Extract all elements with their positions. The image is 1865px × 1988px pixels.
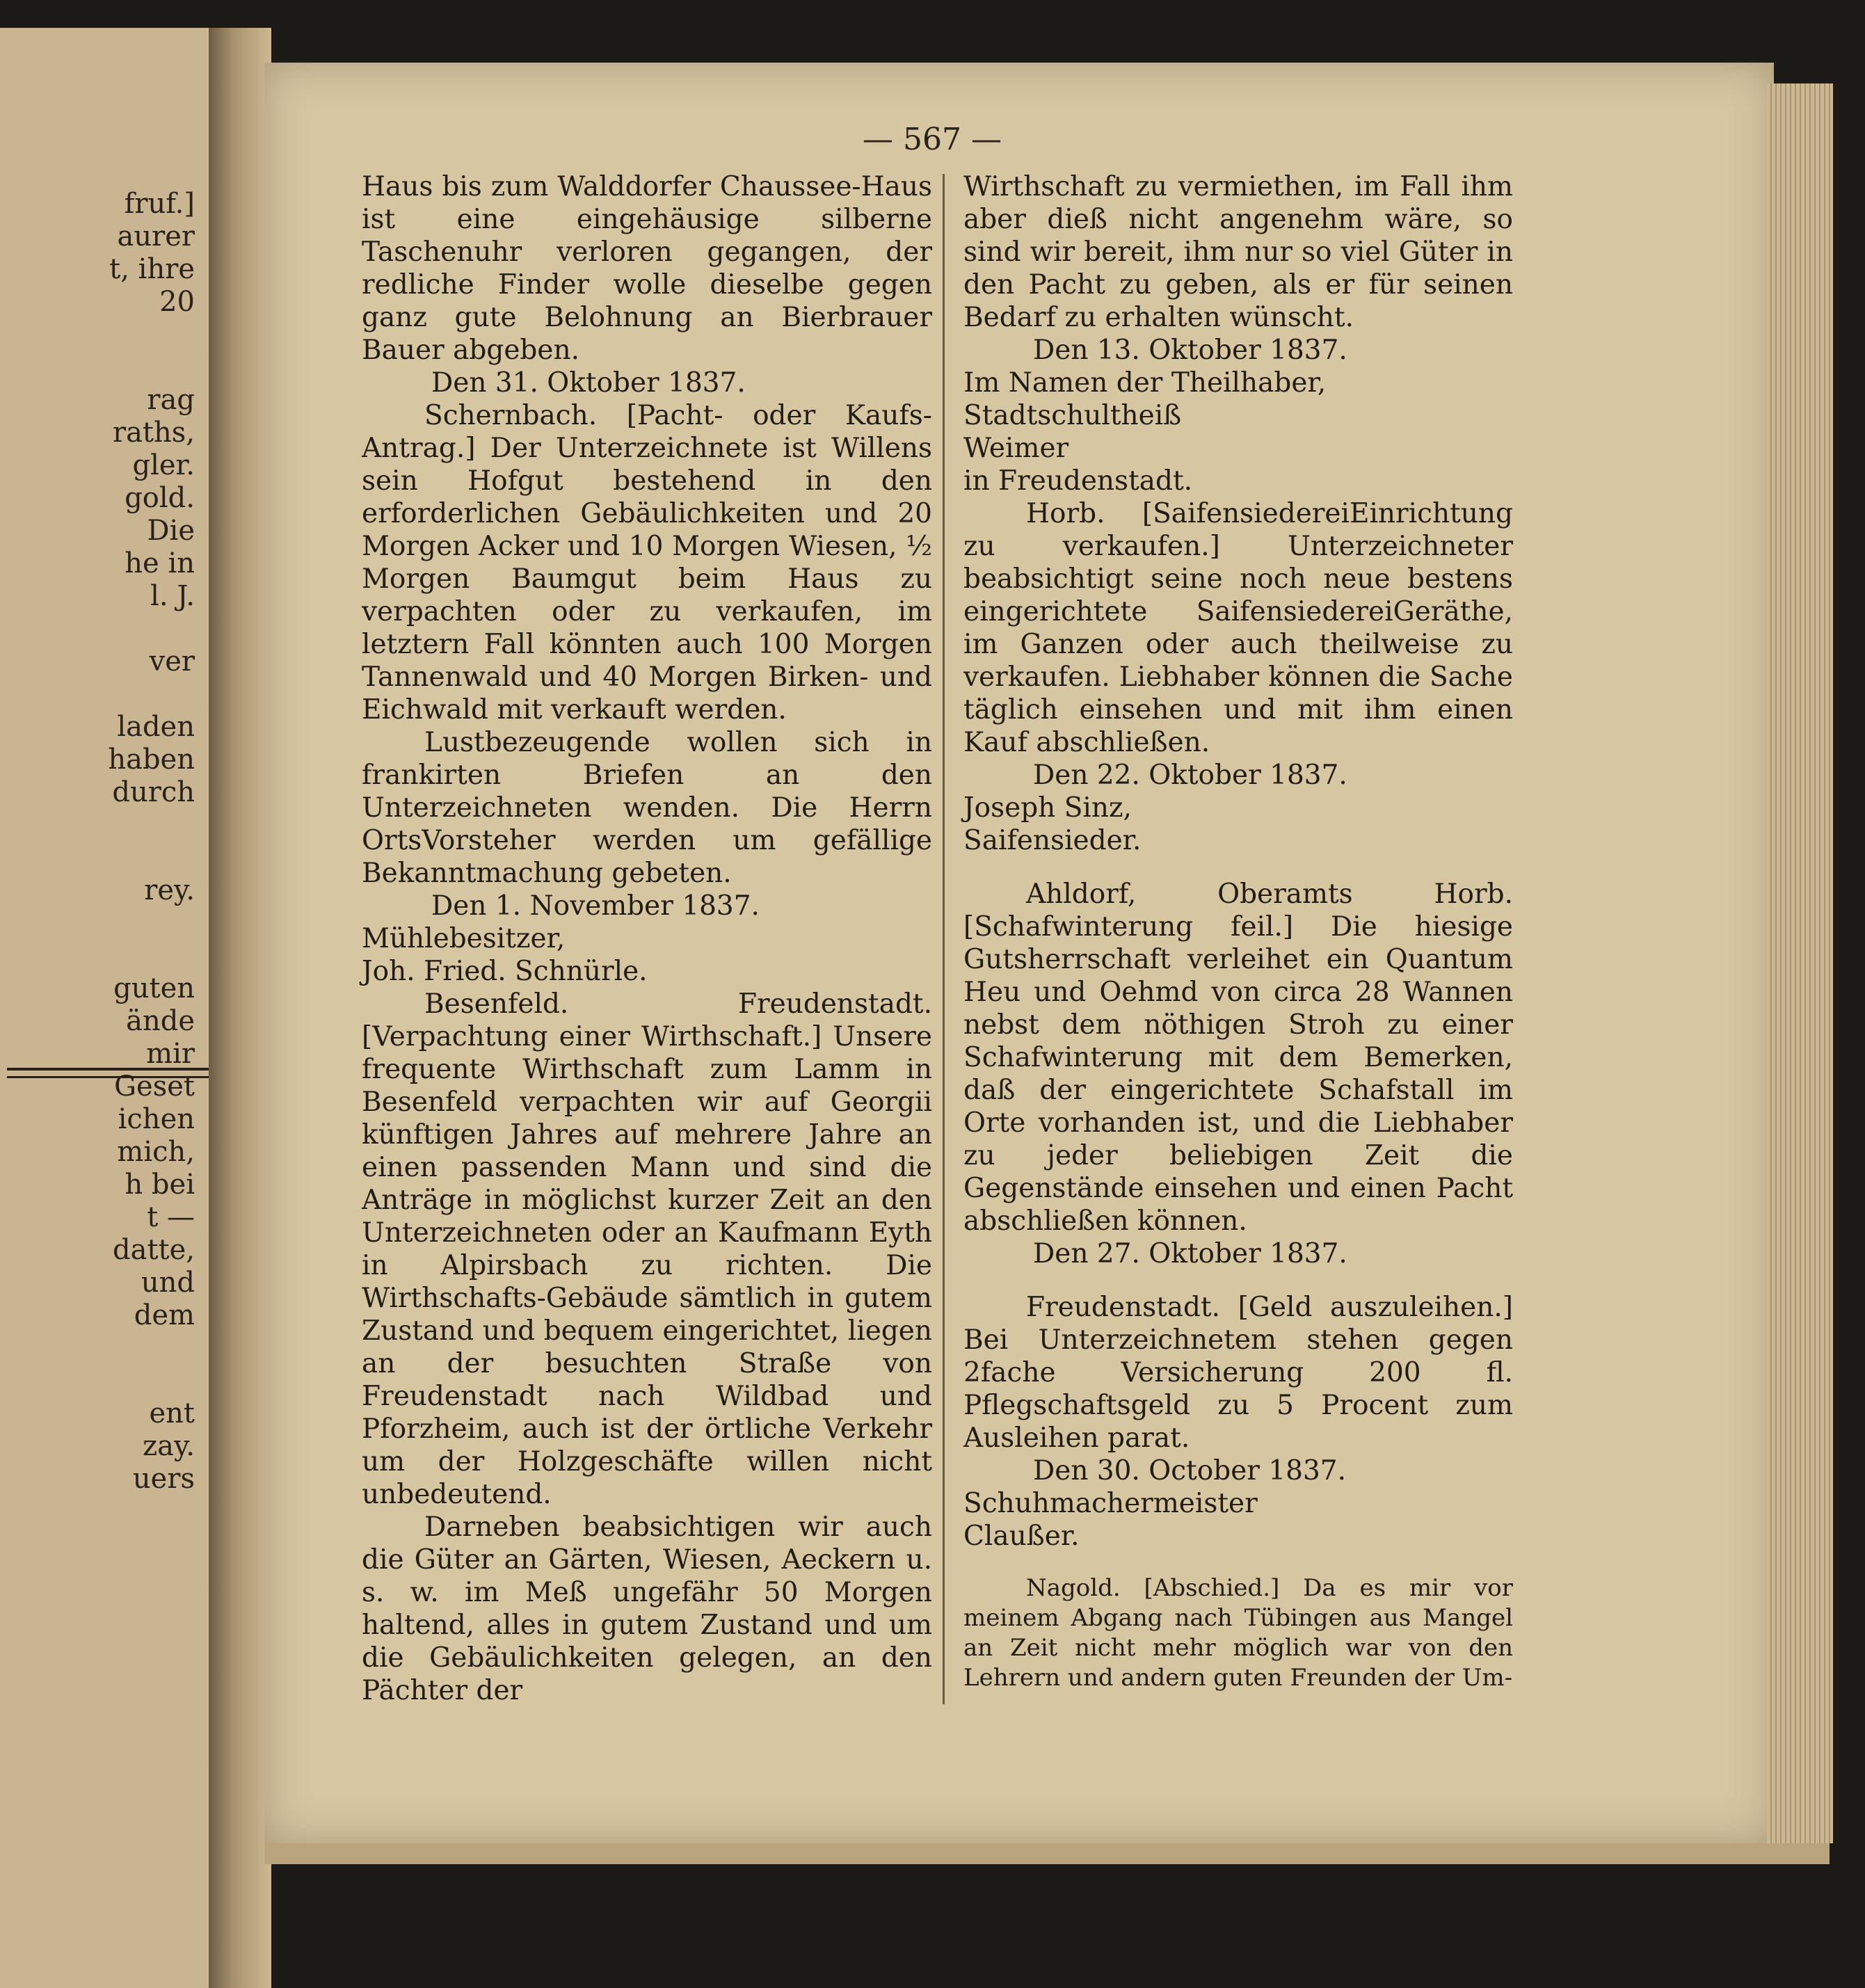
left-page-fragment: rey. bbox=[144, 874, 195, 906]
left-page-fragment: Geset bbox=[114, 1071, 195, 1103]
notice-signature-title: Mühlebesitzer, bbox=[362, 923, 566, 954]
left-page-fragment: he in bbox=[125, 547, 195, 579]
left-page-fragment bbox=[7, 1365, 195, 1397]
left-page-fragment: datte, bbox=[113, 1234, 195, 1266]
notice-date: Den 30. October 1837. bbox=[1033, 1455, 1346, 1486]
left-page-fragment: ichen bbox=[118, 1103, 195, 1135]
left-page-fragment: guten bbox=[113, 972, 195, 1004]
left-page-fragment: uers bbox=[132, 1463, 195, 1495]
notice-schernbach-continued: Lustbezeugende wollen sich in frankirten Briefen an den Unterzeichneten wenden. Die Herrn OrtsVorsteher werden um gefällige Bekanntmachung gebeten. bbox=[362, 727, 932, 889]
notice-horb: Horb. [SaifensiedereiEinrichtung zu verkaufen.] Unterzeichneter beabsichtigt seine noch neue bestens eingerichtete SaifensiedereiGeräthe, im Ganzen oder auch theilweise zu verkaufen. Liebhaber können die Sache täglich einsehen und mit ihm einen Kauf abschließen. bbox=[963, 498, 1513, 758]
notice-besenfeld-continued: Darneben beabsichtigen wir auch die Güter an Gärten, Wiesen, Aeckern u. s. w. im Meß ungefähr 50 Morgen haltend, alles in gutem Zustand und um die Gebäulichkeiten gelegen, an den Pächter der bbox=[362, 1512, 932, 1706]
left-page-fragment: raths, bbox=[112, 417, 195, 449]
notice-signature-line: in Freudenstadt. bbox=[963, 465, 1193, 497]
notice-signature-title: Saifensieder. bbox=[963, 825, 1142, 856]
notice-date: Den 31. Oktober 1837. bbox=[431, 367, 746, 399]
left-page-fragment: durch bbox=[112, 776, 195, 808]
left-page-fragment: und bbox=[141, 1267, 195, 1299]
left-page-fragment bbox=[7, 940, 195, 972]
right-column bbox=[963, 170, 1513, 1693]
bottom-page-edge bbox=[264, 1843, 1830, 1864]
left-page-fragment bbox=[7, 1332, 195, 1365]
left-page-fragment bbox=[7, 809, 195, 842]
notice-signature-name: Joseph Sinz, bbox=[963, 792, 1132, 824]
left-page-fragment: gler. bbox=[132, 449, 195, 481]
left-page-fragment: ände bbox=[126, 1005, 195, 1037]
left-page-rule bbox=[7, 1068, 209, 1078]
left-page-fragment: aurer bbox=[117, 221, 195, 252]
left-page-fragment: ent bbox=[149, 1397, 195, 1429]
book-gutter bbox=[209, 28, 271, 1988]
left-page-fragment: Die bbox=[147, 515, 195, 547]
notice-date: Den 22. Oktober 1837. bbox=[1033, 760, 1347, 791]
left-page-fragment bbox=[7, 678, 195, 711]
notice-signature-name: Joh. Fried. Schnürle. bbox=[362, 956, 648, 987]
left-page-fragment: dem bbox=[134, 1299, 195, 1331]
notice-signature-name: Weimer bbox=[963, 433, 1069, 464]
page-number: — 567 — bbox=[863, 122, 1002, 157]
left-page-fragment: h bei bbox=[125, 1169, 195, 1201]
left-page-fragment bbox=[7, 907, 195, 940]
notice-signature-line: Stadtschultheiß bbox=[963, 400, 1182, 431]
left-page-fragment: 20 bbox=[159, 286, 195, 318]
notice-freudenstadt: Freudenstadt. [Geld auszuleihen.] Bei Unterzeichnetem stehen gegen 2fache Versicherung 200 fl. Pflegschaftsgeld zu 5 Procent zum Ausleihen parat. bbox=[963, 1292, 1513, 1454]
left-page-fragment: laden bbox=[117, 711, 195, 743]
left-page-fragment: t — bbox=[147, 1201, 195, 1233]
left-page-fragment: zay. bbox=[143, 1430, 195, 1462]
left-page-fragment bbox=[7, 613, 195, 646]
notice-signature-name: Claußer. bbox=[963, 1521, 1080, 1552]
notice-signature-line: Im Namen der Theilhaber, bbox=[963, 367, 1327, 399]
left-page bbox=[0, 28, 213, 1988]
column-divider bbox=[943, 174, 945, 1704]
notice-besenfeld: Besenfeld. Freudenstadt. [Verpachtung einer Wirthschaft.] Unsere frequente Wirthschaft zum Lamm in Besenfeld verpachten wir auf Georgii künftigen Jahres auf mehrere Jahre an einen passenden Mann und sind die Anträge in möglichst kurzer Zeit an den Unterzeichneten oder an Kaufmann Eyth in Alpirsbach zu richten. Die Wirthschafts-Gebäude sämtlich in gutem Zustand und bequem eingerichtet, liegen an der besuchten Straße von Freudenstadt nach Wildbad und Pforzheim, auch ist der örtliche Verkehr um der Holzgeschäfte willen nicht unbedeutend. bbox=[362, 988, 932, 1510]
notice-date: Den 1. November 1837. bbox=[431, 890, 760, 922]
left-page-fragment: mich, bbox=[117, 1136, 195, 1168]
left-page-fragment: gold. bbox=[125, 482, 195, 514]
left-page-fragment: l. J. bbox=[150, 580, 195, 612]
left-page-fragment: haben bbox=[108, 744, 195, 776]
notice-date: Den 27. Oktober 1837. bbox=[1033, 1238, 1347, 1269]
left-column bbox=[362, 170, 932, 1707]
notice-signature-title: Schuhmachermeister bbox=[963, 1488, 1258, 1519]
left-page-fragment bbox=[7, 319, 195, 351]
notice-nagold: Nagold. [Abschied.] Da es mir vor meinem Abgang nach Tübingen aus Mangel an Zeit nicht mehr möglich war von den Lehrern und andern guten Freunden der Um- bbox=[963, 1574, 1513, 1692]
left-page-fragment: rag bbox=[147, 384, 195, 416]
notice-besenfeld-end: Wirthschaft zu vermiethen, im Fall ihm aber dieß nicht angenehm wäre, so sind wir bereit, ihm nur so viel Güter in den Pacht zu geben, als er für seinen Bedarf zu erhalten wünscht. bbox=[963, 171, 1513, 333]
left-page-fragment: mir bbox=[146, 1038, 195, 1070]
left-page-text-fragments bbox=[7, 188, 195, 1496]
left-page-fragment: fruf.] bbox=[124, 188, 195, 220]
left-page-fragment bbox=[7, 842, 195, 874]
left-page-fragment bbox=[7, 351, 195, 384]
left-page-fragment: ver bbox=[149, 646, 195, 678]
page-edges bbox=[1767, 83, 1833, 1843]
notice-lost-watch: Haus bis zum Walddorfer Chaussee-Haus ist eine eingehäusige silberne Taschenuhr verloren gegangen, der redliche Finder wolle dieselbe gegen ganz gute Belohnung an Bierbrauer Bauer abgeben. bbox=[362, 171, 932, 366]
notice-ahldorf: Ahldorf, Oberamts Horb. [Schafwinterung feil.] Die hiesige Gutsherrschaft verleihet ein Quantum Heu und Oehmd von circa 28 Wannen nebst dem nöthigen Stroh zu einer Schafwinterung mit dem Bemerken, daß der eingerichtete Schafstall im Orte vorhanden ist, und die Liebhaber zu jeder beliebigen Zeit die Gegenstände einsehen und einen Pacht abschließen können. bbox=[963, 879, 1513, 1237]
notice-schernbach: Schernbach. [Pacht- oder Kaufs-Antrag.] Der Unterzeichnete ist Willens sein Hofgut bestehend in den erforderlichen Gebäulichkeiten und 20 Morgen Acker und 10 Morgen Wiesen, ½ Morgen Baumgut beim Haus zu verpachten oder zu verkaufen, im letztern Fall könnten auch 100 Morgen Tannenwald und 40 Morgen Birken- und Eichwald mit verkauft werden. bbox=[362, 400, 932, 726]
left-page-fragment: t, ihre bbox=[109, 253, 195, 285]
notice-date: Den 13. Oktober 1837. bbox=[1033, 335, 1347, 366]
